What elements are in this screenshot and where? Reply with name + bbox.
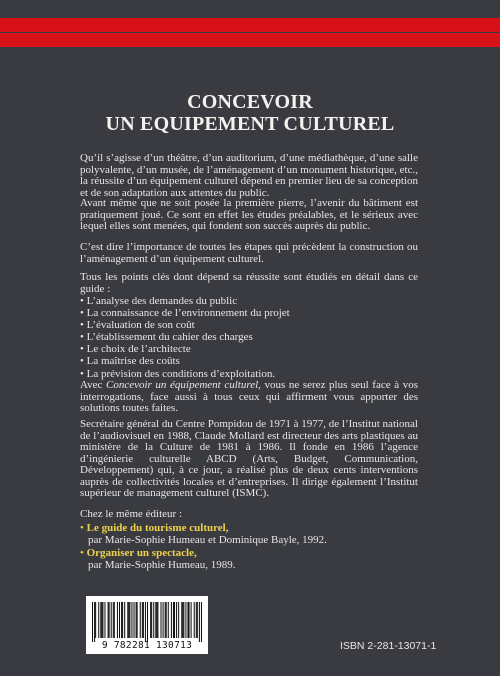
barcode-bar <box>100 602 101 638</box>
barcode-bar <box>185 602 186 638</box>
barcode-bar <box>122 602 123 638</box>
title-line-2: UN EQUIPEMENT CULTUREL <box>105 113 395 135</box>
barcode-bar <box>197 602 198 638</box>
barcode-bar <box>117 602 118 638</box>
barcode-bar <box>94 602 95 642</box>
barcode-digits: 9 782281 130713 <box>101 640 193 651</box>
barcode-bar <box>136 602 137 638</box>
barcode-bar <box>181 602 182 638</box>
barcode-bar <box>134 602 135 638</box>
barcode-bar <box>114 602 115 638</box>
barcode-bar <box>160 602 161 638</box>
barcode-bar <box>157 602 158 638</box>
barcode-bar <box>189 602 190 638</box>
list-item: • La prévision des conditions d’exploitation. <box>80 368 420 380</box>
barcode-bar <box>109 602 110 638</box>
barcode-bar <box>129 602 130 638</box>
red-stripe-second <box>0 33 500 47</box>
list-item: • Le choix de l’architecte <box>80 343 420 355</box>
red-stripe-top <box>0 18 500 32</box>
barcode-bar <box>124 602 125 638</box>
paragraph-studies: Avant même que ne soit posée la première pierre, l’avenir du bâtiment est pratiquement joué. Ce sont en effet les études préalables, et le sérieux avec lequel elles sont menées, qui fondent son succès auprès du public. <box>80 197 418 232</box>
isbn: ISBN 2-281-13071-1 <box>340 640 437 652</box>
barcode-bar <box>150 602 151 638</box>
paragraph-importance: C’est dire l’importance de toutes les étapes qui précèdent la construction ou l’aménagement d’un équipement culturel. <box>80 241 418 265</box>
barcode-bar <box>201 602 202 642</box>
bullet-icon: • <box>80 522 87 534</box>
barcode-bar <box>140 602 141 638</box>
barcode-bar <box>165 602 166 638</box>
title-line-1: CONCEVOIR <box>187 91 313 113</box>
list-item: • L’évaluation de son coût <box>80 319 420 331</box>
barcode-bars-icon <box>92 602 202 642</box>
barcode-bar <box>142 602 143 638</box>
list-item: • La connaissance de l’environnement du projet <box>80 307 420 319</box>
barcode-bar <box>174 602 175 638</box>
related-book <box>80 522 327 546</box>
barcode-bar <box>182 602 183 638</box>
list-item: • La maîtrise des coûts <box>80 355 420 367</box>
barcode-bar <box>127 602 128 638</box>
barcode-bar <box>104 602 105 638</box>
related-book-authors: par Marie-Sophie Humeau et Dominique Bayle, 1992. <box>88 534 327 546</box>
bullet-icon: • <box>80 547 87 559</box>
paragraph-key-points: Tous les points clés dont dépend sa réussite sont étudiés en détail dans ce guide : <box>80 271 418 295</box>
barcode-bar <box>119 602 120 638</box>
related-book-authors: par Marie-Sophie Humeau, 1989. <box>88 559 236 571</box>
barcode-bar <box>176 602 177 638</box>
barcode-bar <box>108 602 109 638</box>
barcode-bar <box>113 602 114 638</box>
list-item: • L’établissement du cahier des charges <box>80 331 420 343</box>
barcode-bar <box>147 602 148 642</box>
barcode-bar <box>194 602 195 638</box>
conclusion-suffix: , vous ne serez plus seul face à vos interrogations, face aussi à tous ceux qui affirment vous apporter des solutions toutes faites. <box>80 379 418 414</box>
related-book <box>80 547 236 571</box>
author-bio: Secrétaire général du Centre Pompidou de 1971 à 1977, de l’Institut national de l’audiovisuel en 1988, Claude Mollard est directeur des arts plastiques au ministère de la Culture de 1981 à 1986. Il fonde en 1986 l’agence d’ingénierie culturelle ABCD (Arts, Budget, Communication, Développement) qui, à ce jour, a réalisé plus de deux cents interventions auprès de collectivités locales et d’entreprises. Il dirige également l’Institut supérieur de management culturel (ISMC). <box>80 418 418 499</box>
barcode-bar <box>168 602 169 638</box>
paragraph-intro: Qu’il s’agisse d’un théâtre, d’un auditorium, d’une médiathèque, d’une salle polyvalente, d’un musée, de l’aménagement d’un monument historique, etc., la réussite d’un équipement culturel dépend en premier lieu de sa conception et de son adaptation aux attentes du public. <box>80 152 418 199</box>
barcode-bar <box>166 602 167 638</box>
barcode-bar <box>131 602 132 638</box>
barcode-bar <box>171 602 172 638</box>
related-book-title: Le guide du tourisme culturel, <box>86 522 229 534</box>
key-points-list <box>80 295 420 380</box>
barcode-bar <box>191 602 192 638</box>
barcode-bar <box>178 602 179 638</box>
barcode-bar <box>155 602 156 638</box>
barcode-bar <box>98 602 99 638</box>
barcode-bar <box>137 602 138 638</box>
barcode-bar <box>196 602 197 638</box>
barcode-bar <box>121 602 122 638</box>
related-book-title: Organiser un spectacle, <box>86 547 197 559</box>
barcode-bar <box>143 602 144 638</box>
barcode-bar <box>173 602 174 638</box>
book-title-italic: Concevoir un équipement culturel <box>106 379 259 391</box>
barcode-bar <box>151 602 152 638</box>
barcode-bar <box>145 602 146 642</box>
barcode-bar <box>153 602 154 638</box>
barcode-bar <box>101 602 102 638</box>
barcode-bar <box>111 602 112 638</box>
barcode-bar <box>92 602 93 642</box>
barcode-bar <box>156 602 157 638</box>
barcode <box>86 596 208 654</box>
barcode-bar <box>199 602 200 642</box>
barcode-bar <box>102 602 103 638</box>
barcode-bar <box>187 602 188 638</box>
barcode-bar <box>128 602 129 638</box>
barcode-bar <box>95 602 96 638</box>
conclusion-prefix: Avec <box>80 379 106 391</box>
paragraph-conclusion <box>80 380 418 415</box>
barcode-bar <box>163 602 164 638</box>
list-item: • L’analyse des demandes du public <box>80 295 420 307</box>
same-publisher-heading: Chez le même éditeur : <box>80 508 183 520</box>
barcode-bar <box>183 602 184 638</box>
